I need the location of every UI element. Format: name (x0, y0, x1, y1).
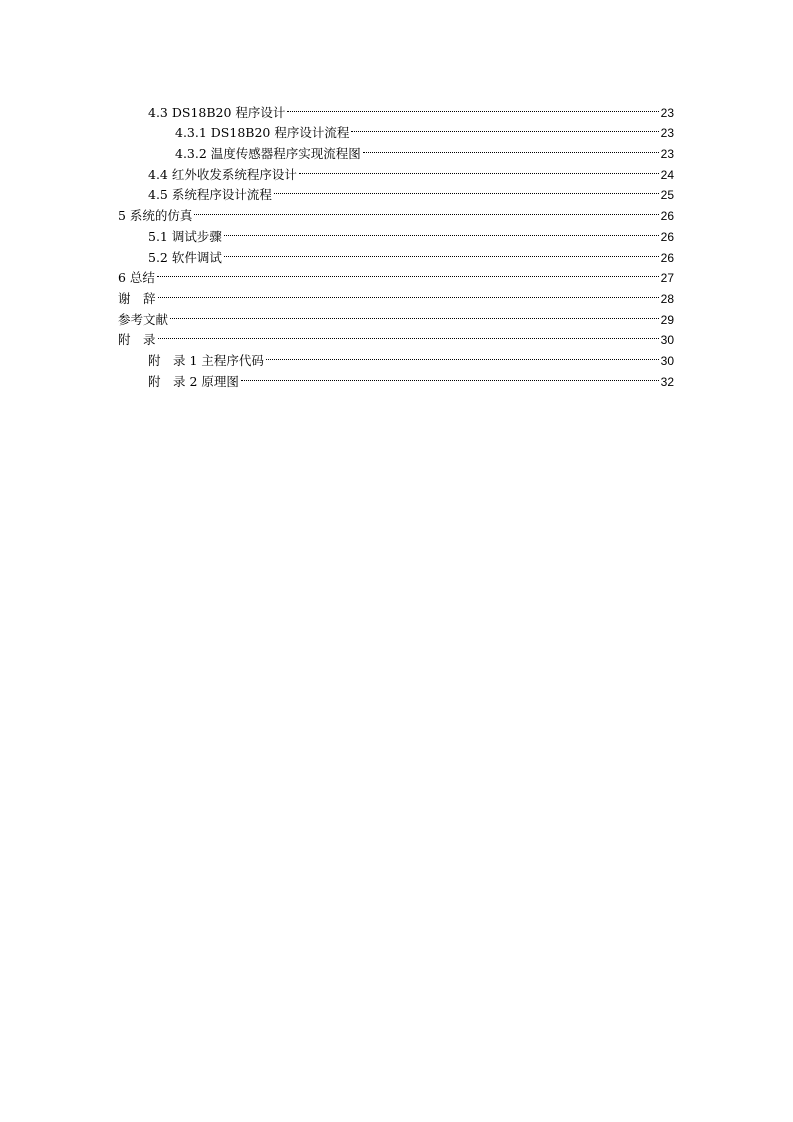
toc-leader-dots (241, 365, 659, 386)
toc-entry[interactable] (118, 96, 674, 120)
toc-leader-dots (299, 158, 659, 179)
toc-entry-label: 5 系统的仿真 (118, 208, 193, 224)
toc-entry-page: 26 (660, 250, 674, 265)
toc-entry-page: 26 (660, 209, 674, 224)
table-of-contents (118, 96, 674, 389)
toc-entry-page: 30 (660, 353, 674, 368)
toc-entry-label: 谢 辞 (118, 290, 156, 306)
toc-entry-page: 23 (660, 147, 674, 162)
toc-leader-dots (287, 96, 658, 117)
toc-entry[interactable] (118, 344, 674, 368)
toc-leader-dots (157, 262, 659, 283)
toc-entry-label: 6 总结 (118, 270, 155, 286)
toc-entry-page: 26 (660, 229, 674, 244)
toc-entry-label: 附 录 2 原理图 (148, 373, 239, 389)
toc-entry-page: 28 (660, 291, 674, 306)
toc-entry[interactable] (118, 199, 674, 224)
toc-leader-dots (194, 199, 658, 220)
toc-entry-label: 4.4 红外收发系统程序设计 (148, 166, 297, 182)
toc-entry[interactable] (118, 220, 674, 244)
toc-entry[interactable] (118, 262, 674, 286)
toc-entry-page: 23 (660, 126, 674, 141)
toc-entry[interactable] (118, 282, 674, 306)
toc-entry-label: 附 录 1 主程序代码 (148, 352, 264, 368)
toc-leader-dots (224, 241, 659, 262)
toc-leader-dots (224, 220, 659, 241)
toc-leader-dots (158, 324, 659, 345)
toc-entry-page: 30 (660, 333, 674, 348)
toc-entry[interactable] (118, 324, 674, 348)
toc-entry-label: 4.5 系统程序设计流程 (148, 187, 272, 203)
toc-entry-label: 5.1 调试步骤 (148, 228, 222, 244)
toc-entry-label: 4.3.1 DS18B20 程序设计流程 (175, 125, 350, 141)
toc-entry-label: 4.3.2 温度传感器程序实现流程图 (175, 146, 361, 162)
toc-leader-dots (274, 179, 659, 200)
toc-entry-page: 23 (660, 105, 674, 120)
toc-entry-label: 4.3 DS18B20 程序设计 (148, 104, 286, 120)
toc-entry-label: 附 录 (118, 332, 156, 348)
toc-entry-label: 参考文献 (118, 311, 169, 327)
toc-entry-page: 29 (660, 312, 674, 327)
toc-leader-dots (158, 282, 659, 303)
toc-leader-dots (170, 303, 659, 324)
toc-leader-dots (363, 137, 659, 158)
toc-leader-dots (266, 344, 659, 365)
toc-entry-page: 24 (660, 167, 674, 182)
toc-entry[interactable] (118, 303, 674, 327)
toc-entry-page: 25 (660, 188, 674, 203)
toc-entry-label: 5.2 软件调试 (148, 249, 222, 265)
toc-entry-page: 27 (660, 271, 674, 286)
toc-leader-dots (351, 117, 658, 138)
toc-entry-page: 32 (660, 374, 674, 389)
